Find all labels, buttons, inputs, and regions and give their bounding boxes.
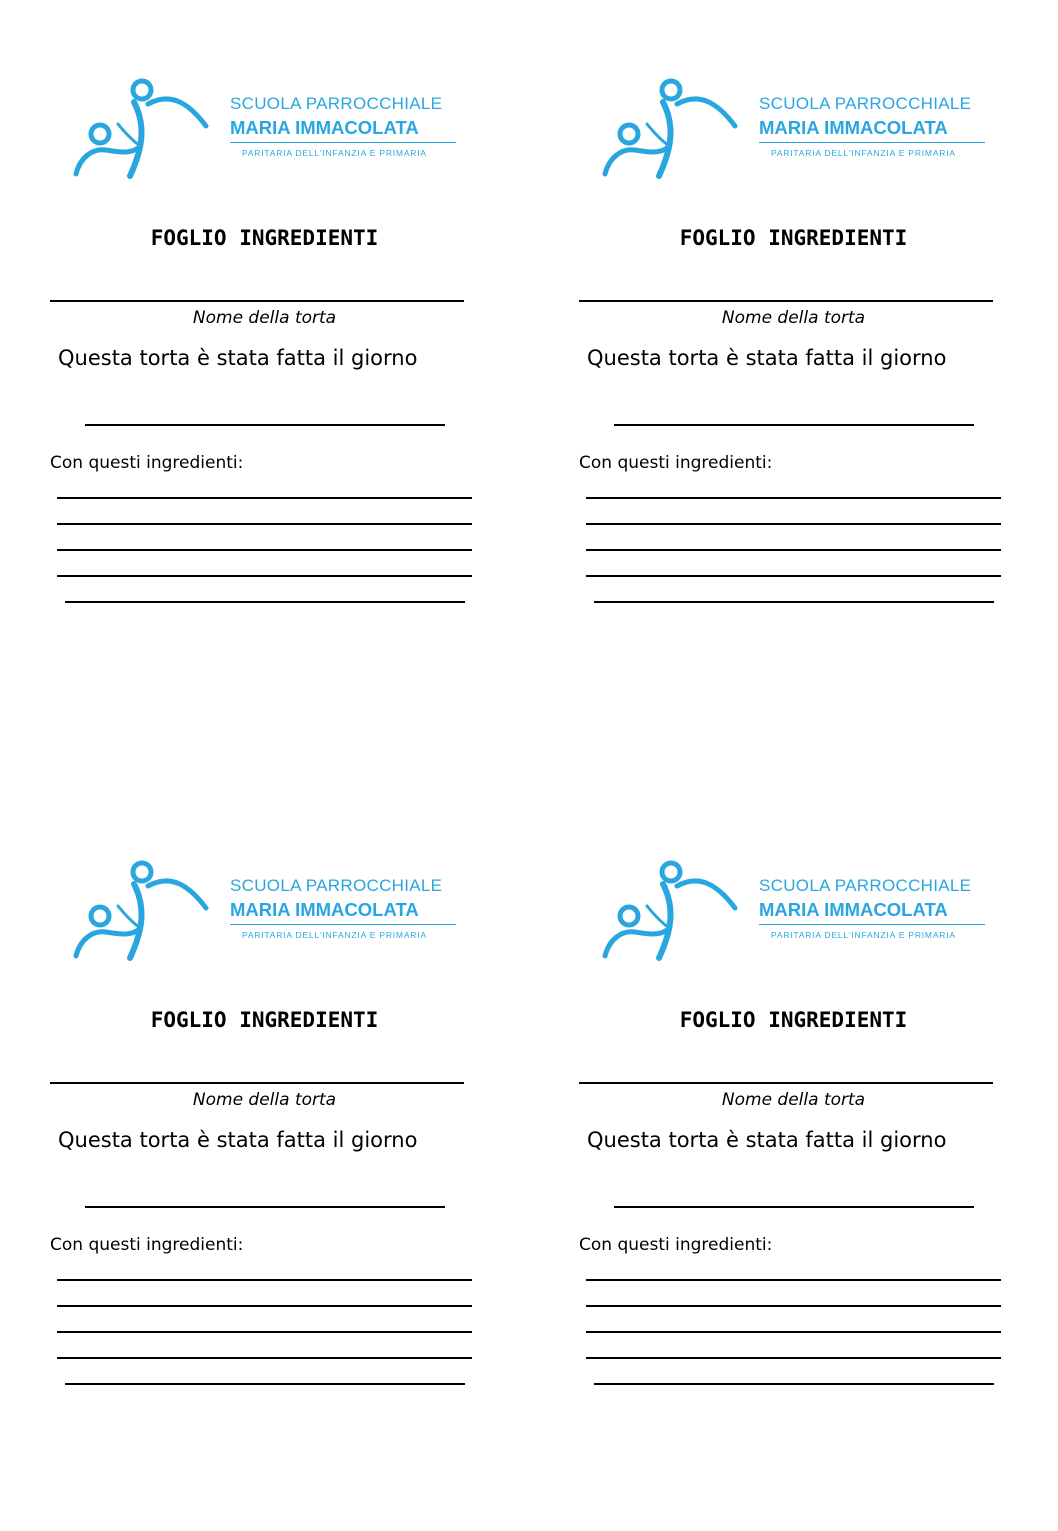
school-logo bbox=[599, 74, 999, 182]
cake-name-line bbox=[579, 300, 993, 302]
school-name-line1: SCUOLA PARROCCHIALE bbox=[230, 94, 443, 113]
ingredient-line bbox=[57, 497, 472, 499]
date-line bbox=[85, 424, 445, 426]
ingredient-line bbox=[57, 1305, 472, 1307]
ingredients-label: Con questi ingredienti: bbox=[50, 453, 244, 473]
school-name-line1: SCUOLA PARROCCHIALE bbox=[759, 876, 972, 895]
cake-name-caption: Nome della torta bbox=[192, 308, 337, 328]
ingredients-label: Con questi ingredienti: bbox=[579, 453, 773, 473]
ingredient-line bbox=[65, 601, 465, 603]
sheet-title: FOGLIO INGREDIENTI bbox=[679, 1008, 908, 1032]
school-name-line2: MARIA IMMACOLATA bbox=[759, 899, 948, 920]
ingredient-line bbox=[57, 575, 472, 577]
ingredient-line bbox=[57, 523, 472, 525]
school-name-line2: MARIA IMMACOLATA bbox=[759, 117, 948, 138]
school-subtitle: PARITARIA DELL'INFANZIA E PRIMARIA bbox=[771, 148, 956, 158]
sheet-title: FOGLIO INGREDIENTI bbox=[150, 1008, 379, 1032]
cake-name-line bbox=[50, 300, 464, 302]
ingredient-line bbox=[586, 523, 1001, 525]
date-line bbox=[614, 424, 974, 426]
school-subtitle: PARITARIA DELL'INFANZIA E PRIMARIA bbox=[242, 148, 427, 158]
school-logo bbox=[70, 856, 470, 964]
logo-divider bbox=[230, 142, 456, 143]
sheet-title: FOGLIO INGREDIENTI bbox=[679, 226, 908, 250]
ingredient-line bbox=[594, 1383, 994, 1385]
logo-divider bbox=[759, 924, 985, 925]
ingredient-card bbox=[0, 782, 529, 1531]
two-figures-swoosh-icon bbox=[70, 74, 220, 182]
logo-divider bbox=[230, 924, 456, 925]
date-line bbox=[85, 1206, 445, 1208]
date-sentence: Questa torta è stata fatta il giorno bbox=[587, 346, 947, 370]
ingredient-line bbox=[586, 1279, 1001, 1281]
cake-name-caption: Nome della torta bbox=[721, 1090, 866, 1110]
cake-name-caption: Nome della torta bbox=[192, 1090, 337, 1110]
ingredient-line bbox=[586, 549, 1001, 551]
cake-name-line bbox=[50, 1082, 464, 1084]
date-sentence: Questa torta è stata fatta il giorno bbox=[587, 1128, 947, 1152]
ingredient-line bbox=[586, 1331, 1001, 1333]
sheet-title: FOGLIO INGREDIENTI bbox=[150, 226, 379, 250]
ingredient-line bbox=[57, 1279, 472, 1281]
school-subtitle: PARITARIA DELL'INFANZIA E PRIMARIA bbox=[771, 930, 956, 940]
two-figures-swoosh-icon bbox=[599, 74, 749, 182]
school-logo bbox=[70, 74, 470, 182]
school-subtitle: PARITARIA DELL'INFANZIA E PRIMARIA bbox=[242, 930, 427, 940]
ingredient-line bbox=[586, 575, 1001, 577]
ingredient-card bbox=[529, 782, 1058, 1531]
ingredient-line bbox=[57, 549, 472, 551]
two-figures-swoosh-icon bbox=[70, 856, 220, 964]
ingredients-label: Con questi ingredienti: bbox=[50, 1235, 244, 1255]
school-name-line1: SCUOLA PARROCCHIALE bbox=[759, 94, 972, 113]
two-figures-swoosh-icon bbox=[599, 856, 749, 964]
school-name-line2: MARIA IMMACOLATA bbox=[230, 899, 419, 920]
ingredient-line bbox=[65, 1383, 465, 1385]
ingredient-line bbox=[57, 1357, 472, 1359]
ingredient-card bbox=[0, 0, 529, 749]
school-logo bbox=[599, 856, 999, 964]
ingredient-line bbox=[594, 601, 994, 603]
ingredient-line bbox=[57, 1331, 472, 1333]
date-sentence: Questa torta è stata fatta il giorno bbox=[58, 1128, 418, 1152]
ingredients-label: Con questi ingredienti: bbox=[579, 1235, 773, 1255]
cake-name-caption: Nome della torta bbox=[721, 308, 866, 328]
school-name-line2: MARIA IMMACOLATA bbox=[230, 117, 419, 138]
date-sentence: Questa torta è stata fatta il giorno bbox=[58, 346, 418, 370]
school-name-line1: SCUOLA PARROCCHIALE bbox=[230, 876, 443, 895]
cake-name-line bbox=[579, 1082, 993, 1084]
date-line bbox=[614, 1206, 974, 1208]
ingredient-line bbox=[586, 1305, 1001, 1307]
ingredient-card bbox=[529, 0, 1058, 749]
logo-divider bbox=[759, 142, 985, 143]
ingredient-line bbox=[586, 497, 1001, 499]
ingredient-line bbox=[586, 1357, 1001, 1359]
